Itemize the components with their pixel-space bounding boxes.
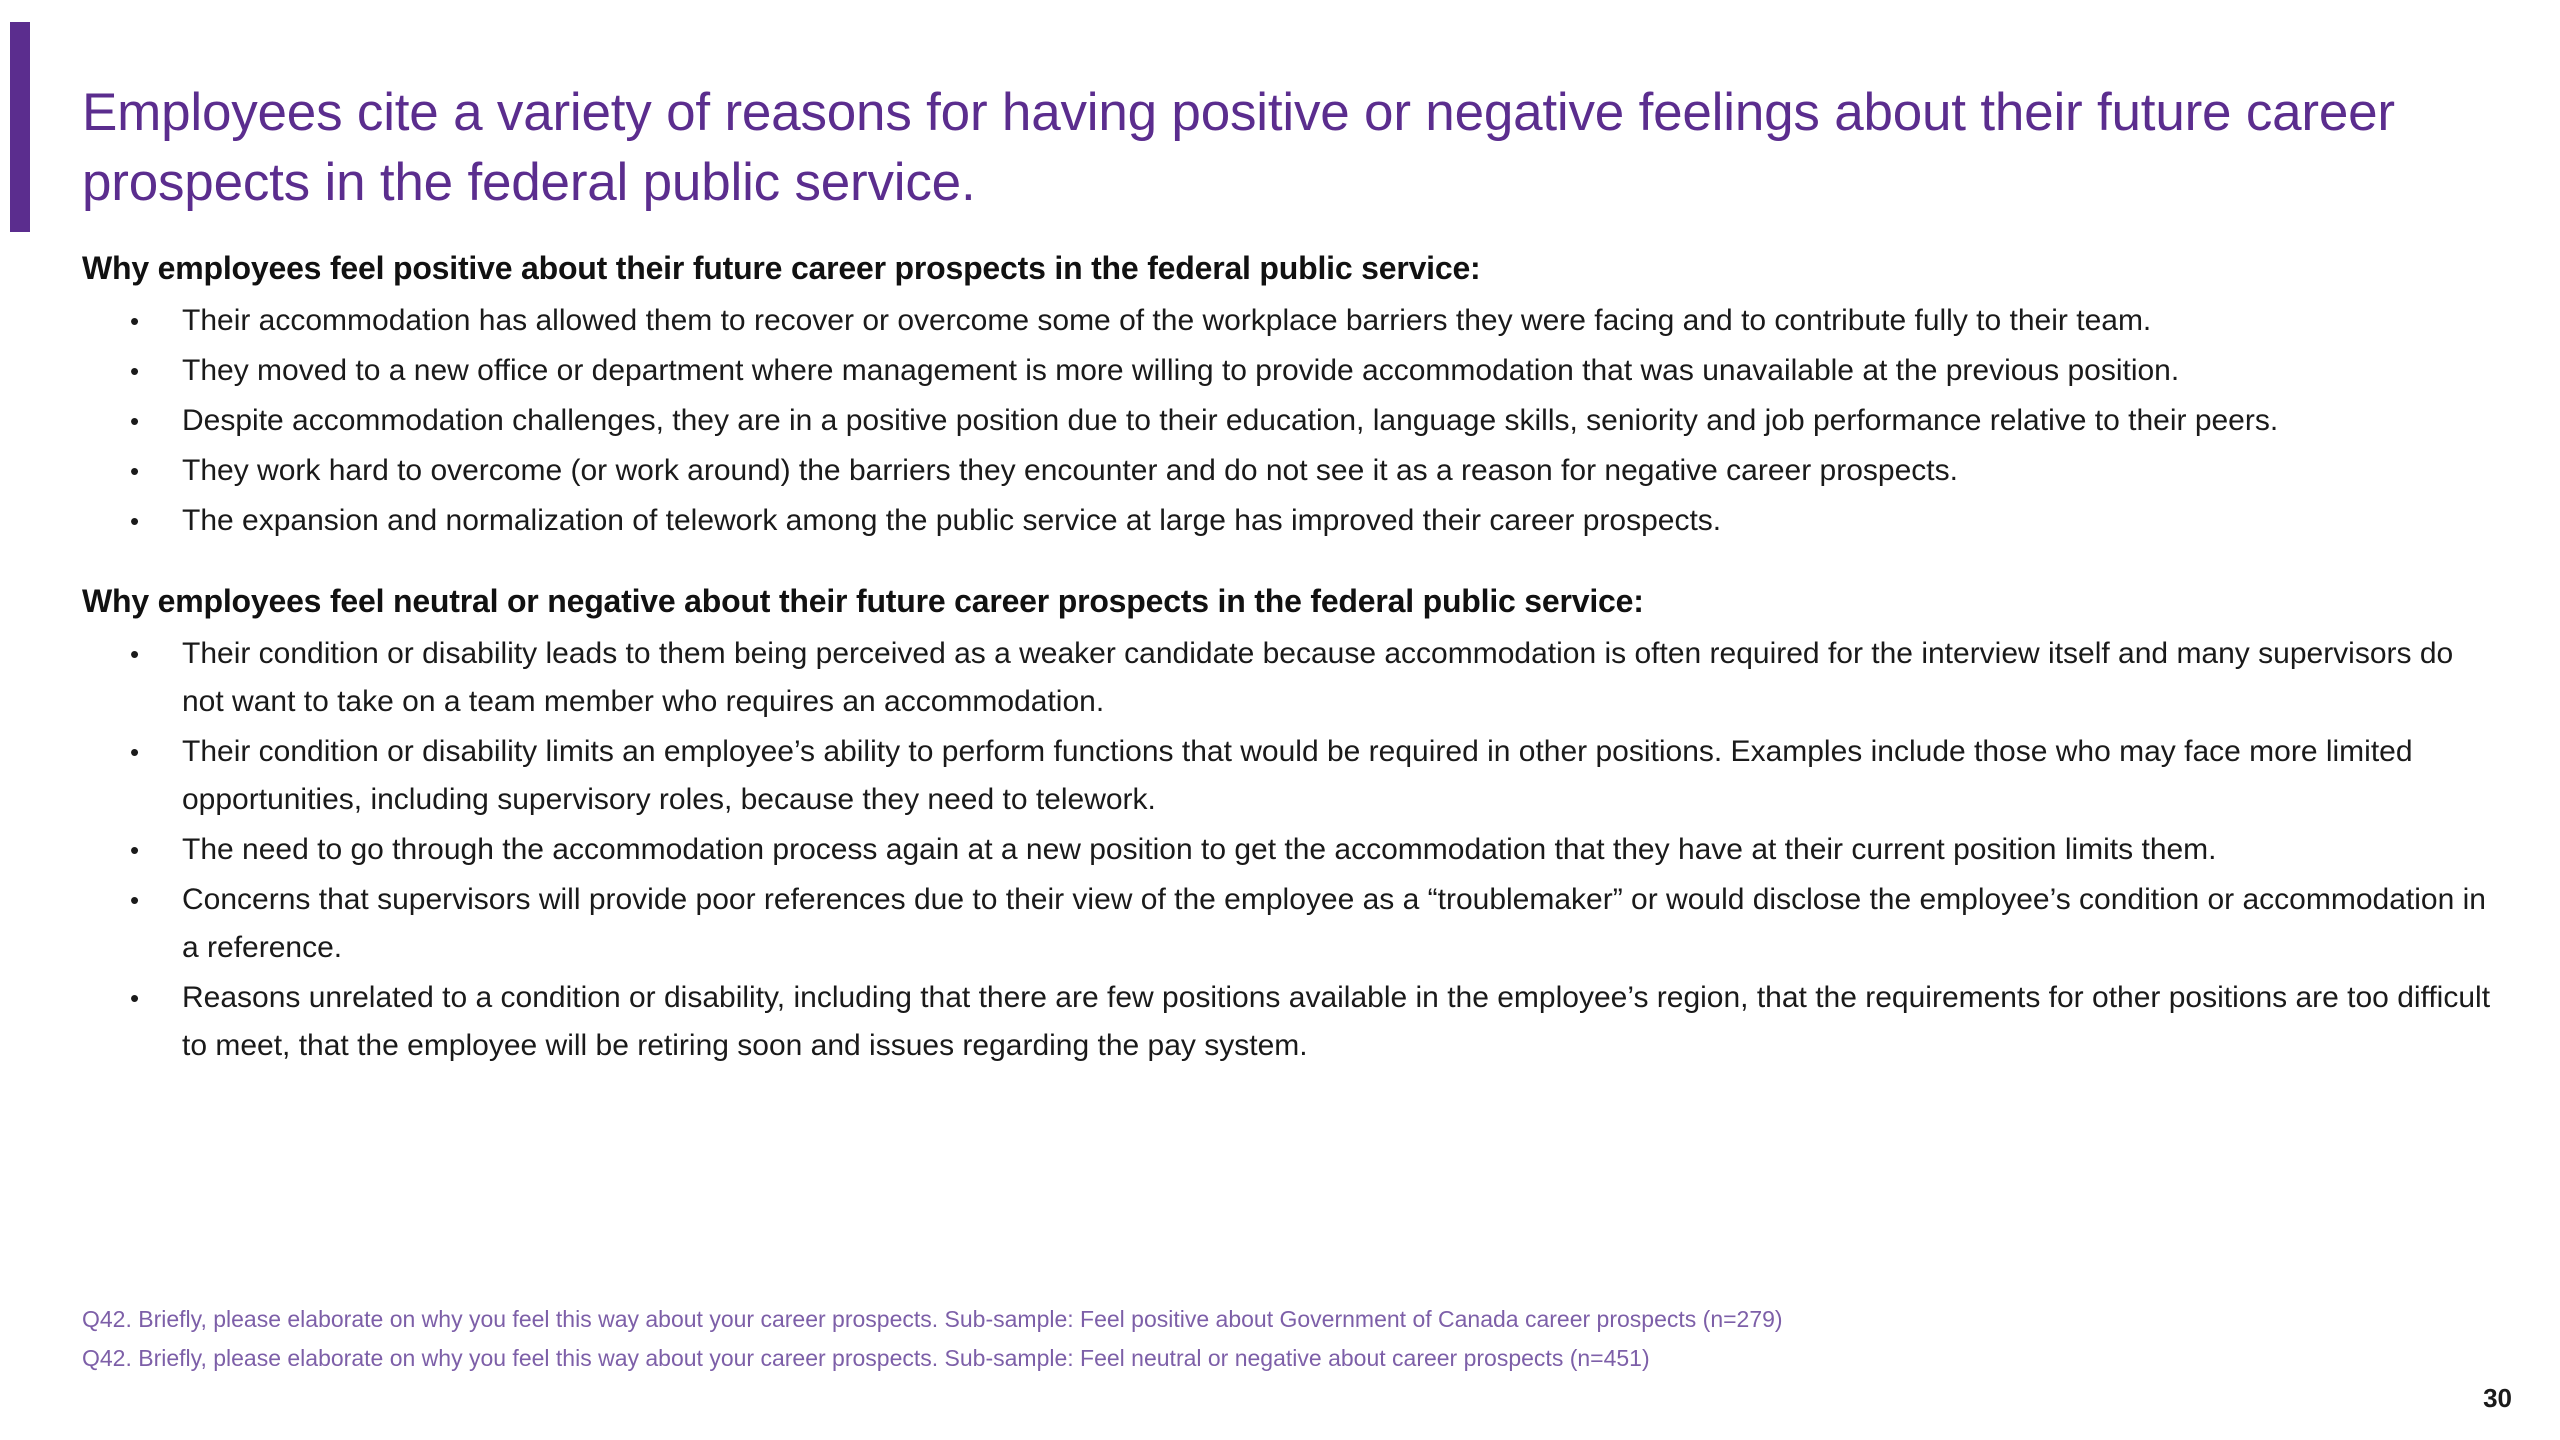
bullet-list-neutral-negative — [82, 630, 2502, 1070]
list-item: • The need to go through the accommodation process again at a new position to get the accommodation that they have at their current position limits them. — [82, 826, 2502, 874]
list-item: • Their condition or disability leads to them being perceived as a weaker candidate because accommodation is often required for the interview itself and many supervisors do not want to take on a team member who requires an accommodation. — [82, 630, 2502, 726]
source-notes — [82, 1300, 2482, 1378]
page-number: 30 — [2483, 1383, 2512, 1413]
slide-content — [82, 250, 2502, 1072]
page-title: Employees cite a variety of reasons for having positive or negative feelings about their future career prospects in the federal public service. — [82, 82, 2395, 212]
source-note-line: Q42. Briefly, please elaborate on why you feel this way about your career prospects. Sub-sample: Feel neutral or negative about career prospects (n=451) — [82, 1345, 1650, 1371]
list-item: • Their condition or disability limits an employee’s ability to perform functions that would be required in other positions. Examples include those who may face more limited opportunities, including supervisory roles, because they need to telework. — [82, 728, 2502, 824]
list-item: • Their accommodation has allowed them to recover or overcome some of the workplace barriers they were facing and to contribute fully to their team. — [82, 297, 2502, 345]
list-item: • Despite accommodation challenges, they are in a positive position due to their education, language skills, seniority and job performance relative to their peers. — [82, 397, 2502, 445]
section-heading-positive: Why employees feel positive about their future career prospects in the federal public service: — [82, 250, 1481, 286]
bullet-list-positive — [82, 297, 2502, 545]
title-accent-bar — [10, 22, 30, 232]
source-note-line: Q42. Briefly, please elaborate on why you feel this way about your career prospects. Sub-sample: Feel positive about Government of Canada career prospects (n=279) — [82, 1306, 1783, 1332]
section-heading-neutral-negative: Why employees feel neutral or negative about their future career prospects in the federal public service: — [82, 583, 1644, 619]
list-item: • Reasons unrelated to a condition or disability, including that there are few positions available in the employee’s region, that the requirements for other positions are too difficult to meet, that the employee will be retiring soon and issues regarding the pay system. — [82, 974, 2502, 1070]
list-item: • They work hard to overcome (or work around) the barriers they encounter and do not see it as a reason for negative career prospects. — [82, 447, 2502, 495]
list-item: • They moved to a new office or department where management is more willing to provide accommodation that was unavailable at the previous position. — [82, 347, 2502, 395]
list-item: • The expansion and normalization of telework among the public service at large has improved their career prospects. — [82, 497, 2502, 545]
list-item: • Concerns that supervisors will provide poor references due to their view of the employee as a “troublemaker” or would disclose the employee’s condition or accommodation in a reference. — [82, 876, 2502, 972]
